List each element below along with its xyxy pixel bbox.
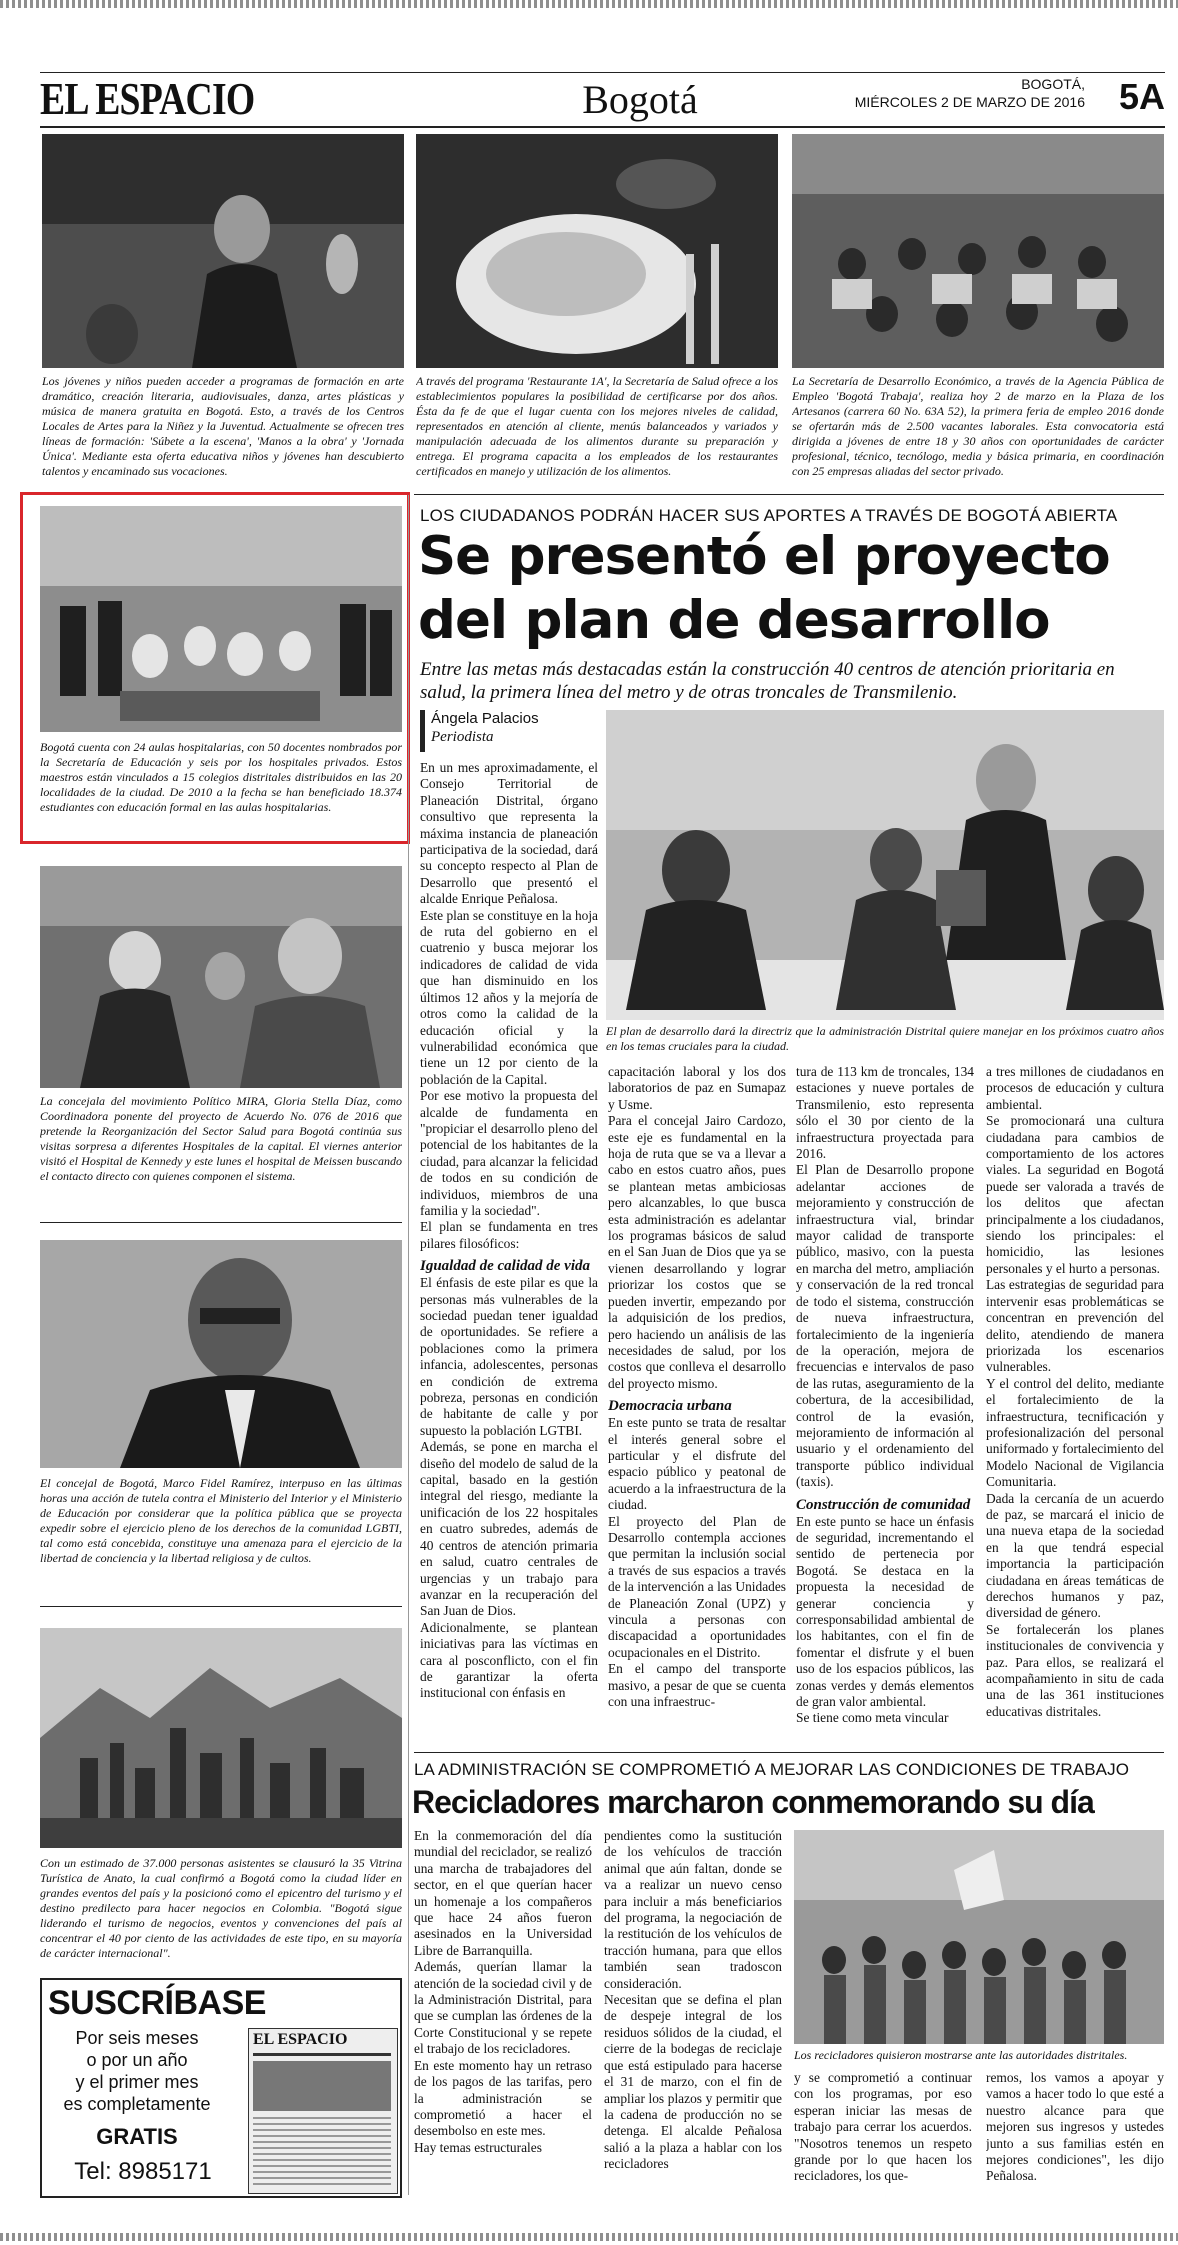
- photo-hospital-classroom: [40, 506, 402, 732]
- left-col-rule-2: [40, 1606, 402, 1607]
- subscribe-phone[interactable]: Tel: 8985171: [74, 2158, 212, 2185]
- main-col-2-p2: Para el concejal Jairo Cardozo, este eje es fundamental en la hoja de ruta que se va a llevar a cabo en estos cuatro años, pues se plantean metas ambiciosas pero alcanzables, lo que busca esta administración es adelantar los programas básicos de salud en el San Juan de Dios que ya se vienen desarrollando y lograr priorizar los costos que se pueden invertir, empezando por la adquisición de los predios, pero haciendo un análisis de las necesidades de salud, por los costos que conlleva el desarrollo del proyecto mismo.: [608, 1113, 786, 1391]
- main-col-3-p4: Se tiene como meta vincular: [796, 1710, 949, 1726]
- second-col-3-p1: y se comprometió a continuar con los programas, por eso esperan iniciar las mesas de trabajo para cerrar los acuerdos. "Nosotros tenemos un respeto grande por lo que hacen los recicladores, los que-: [794, 2070, 972, 2184]
- main-col-1-p2: Este plan se constituye en la hoja de ruta del gobierno en el cuatrenio y busca mejorar los indicadores de calidad de vida que han disminuido en los últimos 12 años y la mejoría de otros como la calidad de la educación oficial y la vulnerabilidad económica que tiene un 12 por ciento de la población de la Capital.: [420, 907, 598, 1087]
- bottom-page-edge: [0, 2233, 1178, 2241]
- second-col-2: [604, 1828, 782, 2198]
- main-deck: Entre las metas más destacadas están la construcción 40 centros de atención prioritaria en salud, la primera línea del metro y de otras troncales de Transmilenio.: [420, 659, 1115, 703]
- caption-recyclers-march: Los recicladores quisieron mostrarse ante las autoridades distritales.: [794, 2048, 1128, 2062]
- main-col-4-p1: a tres millones de ciudadanos en procesos de educación y cultura ambiental.: [986, 1064, 1164, 1112]
- main-col-4-p5: Dada la cercanía de un acuerdo de paz, se marcará el inicio de una nueva etapa de la sociedad en la que tendrá especial importancia la participación ciudadana en áreas temáticas de derechos humanos y paz, diversidad de género.: [986, 1490, 1164, 1621]
- mini-newspaper-icon: [248, 2028, 398, 2194]
- subhead-construccion: Construcción de comunidad: [796, 1496, 971, 1513]
- main-col-3: [796, 1064, 974, 1748]
- second-col-4: [986, 2070, 1164, 2198]
- main-col-1-p1: En un mes aproximadamente, el Consejo Territorial de Planeación Distrital, órgano consultivo que representa la máxima instancia de planeación participativa de la sociedad, dará su concepto respecto al Plan de Desarrollo que presentó el alcalde Enrique Peñalosa.: [420, 760, 598, 907]
- section-name: Bogotá: [582, 77, 698, 122]
- second-col-1: [414, 1828, 592, 2198]
- main-headline-2: del plan de desarrollo: [418, 590, 1050, 651]
- main-col-1: [420, 760, 598, 1748]
- top-page-edge: [0, 0, 1178, 8]
- left-col-rule-1: [40, 1222, 402, 1223]
- subscribe-line-3: y el primer mes: [75, 2072, 199, 2092]
- photo-recyclers-march: [794, 1830, 1164, 2044]
- main-col-2: [608, 1064, 786, 1748]
- main-col-2-p5: En el campo del transporte masivo, a pesar de que se cuenta con una infraestruc-: [608, 1661, 786, 1710]
- left-column-divider: [408, 495, 409, 2195]
- masthead-date: MIÉRCOLES 2 DE MARZO DE 2016: [854, 94, 1085, 110]
- author-name: Ángela Palacios: [431, 710, 539, 727]
- photo-bogota-skyline: [40, 1628, 402, 1848]
- caption-job-fair: La Secretaría de Desarrollo Económico, a través de la Agencia Pública de Empleo 'Bogotá Trabaja', realiza hoy 2 de marzo en la Plaza de los Artesanos (carrera 60 No. 63A 52), la primera feria de empleo 2016 donde se ofertarán más de 2.500 vacantes laborales. Esta convocatoria está dirigida a jóvenes de entre 18 y 30 años con oportunidades de carácter profesional, técnico, tecnólogo, media y básica primaria, en coordinación con 25 empresas aliadas del sector privado.: [792, 374, 1164, 478]
- author-role: Periodista: [431, 729, 494, 745]
- caption-councilman: El concejal de Bogotá, Marco Fidel Ramírez, interpuso en las últimas horas una acción de tutela contra el Ministerio del Interior y el Ministerio de Educación por considerar que la política pública que se proyecta expedir sobre el ejercicio pleno de los derechos de la comunidad LGBTI, tal como está concebida, constituye una amenaza para el ejercicio de la libertad de conciencia y la libertad religiosa y de cultos.: [40, 1476, 402, 1565]
- main-kicker: LOS CIUDADANOS PODRÁN HACER SUS APORTES A TRAVÉS DE BOGOTÁ ABIERTA: [420, 506, 1118, 525]
- subscribe-line-1: Por seis meses: [75, 2028, 199, 2048]
- second-col-3: [794, 2070, 972, 2198]
- second-kicker: LA ADMINISTRACIÓN SE COMPROMETIÓ A MEJORAR LAS CONDICIONES DE TRABAJO: [414, 1760, 1130, 1779]
- masthead-rule-top: [40, 72, 1165, 73]
- second-col-4-p1: remos, los vamos a apoyar y vamos a hacer todo lo que esté a nuestro alcance para que mejoren sus ingresos y ustedes junto a sus familias estén en mejores condiciones", les dijo Peñalosa.: [986, 2070, 1164, 2184]
- second-col-1-p2: Además, querían llamar la atención de la sociedad civil y de la Administración Distrital, para que se cumplan las órdenes de la Corte Constitucional y se repete el trabajo de los recicladores.: [414, 1959, 592, 2057]
- main-col-1-p7: Adicionalmente, se plantean iniciativas para las víctimas en cara al posconflicto, con el fin de garantizar la oferta institucional con énfasis en: [420, 1619, 598, 1701]
- main-col-4-p2: Se promocionará una cultura ciudadana para cambios de comportamiento de los actores viales. La seguridad en Bogotá puede ser valorada a través de los delitos que afectan principalmente a los ciudadanos, siendo los principales: el homicidio, las lesiones personales y el hurto a personas.: [986, 1113, 1164, 1276]
- main-col-1-p4: El plan se fundamenta en tres pilares filosóficos:: [420, 1219, 598, 1251]
- photo-art-students: [42, 134, 404, 368]
- main-col-4-p6: Se fortalecerán los planes institucionales de convivencia y paz. Para ellos, se realizará el acompañamiento in situ de cada una de las 361 instituciones educativas distritales.: [986, 1621, 1164, 1719]
- caption-hospital-classroom: Bogotá cuenta con 24 aulas hospitalarias, con 50 docentes nombrados por la Secretaría de Educación y seis por los hospitales privados. Estos maestros están vinculados a 15 colegios distritales distribuidos en las 20 localidades de la ciudad. De 2010 a la fecha se han beneficiado 18.374 estudiantes con educación formal en las aulas hospitalarias.: [40, 740, 402, 814]
- caption-councilwoman-visit: La concejala del movimiento Político MIRA, Gloria Stella Díaz, como Coordinadora ponente del proyecto de Acuerdo No. 076 de 2016 que pretende la Reorganización del Sector Salud para Bogotá continúa sus visitas sorpresa a diferentes Hospitales de la capital. El viernes anterior visitó el Hospital de Kennedy y este lunes el hospital de Meissen buscando el contacto directo con quienes componen el sistema.: [40, 1094, 402, 1183]
- photo-restaurant-plate: [416, 134, 778, 368]
- photo-councilwoman-visit: [40, 866, 402, 1088]
- subscribe-free: GRATIS: [96, 2124, 178, 2149]
- main-col-2-p1: capacitación laboral y los dos laboratorios de paz en Sumapaz y Usme.: [608, 1064, 786, 1112]
- second-col-1-p3: En este momento hay un retraso de los pagos de las tarifas, pero la administración se comprometió a hacer el desembolso en este mes.: [414, 2057, 592, 2139]
- main-col-3-p1: tura de 113 km de troncales, 134 estaciones y nueve portales de Transmilenio, esto representa sólo el 30 por ciento de la infraestructura proyectada para 2016.: [796, 1064, 974, 1162]
- second-col-1-p1: En la conmemoración del día mundial del reciclador, se realizó una marcha de trabajadores del sector, en el que querían hacer un homenaje a los compañeros que hace 24 años fueron asesinados en la Universidad Libre de Barranquilla.: [414, 1828, 592, 1958]
- caption-plan-presentation: El plan de desarrollo dará la directriz que la administración Distrital quiere manejar en los próximos cuatro años en los temas cruciales para la ciudad.: [606, 1024, 1164, 1053]
- main-col-4: [986, 1064, 1164, 1748]
- main-col-2-p4: El proyecto del Plan de Desarrollo contempla acciones que permitan la inclusión social a través de sus espacios a través de la intervención a las Unidades de Planeación Zonal (UPZ) y vincula a personas con discapacidad a oportunidades ocupacionales en el Distrito.: [608, 1513, 786, 1660]
- subhead-democracia: Democracia urbana: [608, 1398, 732, 1415]
- second-headline: Recicladores marcharon conmemorando su día: [412, 1784, 1094, 1820]
- main-col-4-p3: Las estrategias de seguridad para intervenir esas problemáticas se concentran en prevención del delito, atendiendo de manera priorizada los escenarios vulnerables.: [986, 1277, 1164, 1375]
- second-col-2-p2: Necesitan que se defina el plan de despeje integral de los residuos sólidos de la ciudad, el cierre de la bodegas de reciclaje que está estipulado para hacerse el 31 de marzo, con el fin de ampliar los plazos y permitir que la cadena de producción no se detenga. El alcalde Peñalosa salió a la plaza a hablar con los recicladores: [604, 1992, 782, 2172]
- caption-bogota-skyline: Con un estimado de 37.000 personas asistentes se clausuró la 35 Vitrina Turística de Anato, la cual confirmó a Bogotá como la ciudad líder en grandes eventos del país y la posicionó como el epicentro del turismo y el destino predilecto para hacer negocios en Colombia. "Bogotá sigue liderando el turismo de negocios, eventos y convenciones del país al concentrar el 40 por ciento de las actividades de este tipo, en su mayoría de carácter internacional".: [40, 1856, 402, 1960]
- subhead-igualdad: Igualdad de calidad de vida: [420, 1258, 590, 1275]
- subscribe-line-2: o por un año: [86, 2050, 188, 2070]
- page-number: 5A: [1118, 76, 1165, 117]
- author-byline: [420, 710, 595, 752]
- main-col-1-p5: El énfasis de este pilar es que la personas más vulnerables de la sociedad puedan tener igualdad de oportunidades. Se refiere a poblaciones como la primera infancia, adolescentes, personas en condición de extrema pobreza, personas en condición de habitante de calle y por supuesto la población LGTBI.: [420, 1275, 598, 1438]
- main-col-3-p2: El Plan de Desarrollo propone adelantar acciones de mejoramiento y construcción de infraestructura vial, brindar mayor calidad de transporte público, masivo, con la puesta en marcha del metro, ampliación y conservación de la red troncal de todo el sistema, construcción de nueva infraestructura, fortalecimiento de la ingeniería de la operación, mejora de frecuencias e intervalos de paso de las rutas, aseguramiento de la cobertura, de la accesibilidad, control de la evasión, mejoramiento de información al usuario y el ordenamiento del transporte público individual (taxis).: [796, 1162, 974, 1490]
- main-col-1-p6: Además, se pone en marcha el diseño del modelo de salud de la capital, basado en la gestión integral del riesgo, mediante la unificación de los 22 hospitales en cuatro subredes, además de 40 centros de atención primaria en salud, cuatro centrales de urgencias y un trabajo para avanzar en la recuperación del San Juan de Dios.: [420, 1439, 598, 1619]
- mini-paper-name: EL ESPACIO: [253, 2031, 348, 2048]
- subscribe-title: SUSCRÍBASE: [48, 1984, 266, 2022]
- masthead-rule-bottom: [40, 126, 1165, 128]
- masthead-city: BOGOTÁ,: [1021, 76, 1085, 92]
- photo-councilman: [40, 1240, 402, 1468]
- caption-art-students: Los jóvenes y niños pueden acceder a programas de formación en arte dramático, creación literaria, audiovisuales, danza, artes plásticas y música de manera gratuita en Bogotá. Esto, a través de los Centros Locales de Artes para la Niñez y la Juventud. Actualmente se ofrecen tres líneas de formación: 'Súbete a la escena', 'Manos a la obra' y 'Jornada Única'. Mediante esta oferta educativa niños y jóvenes han descubierto talentos y encaminado sus vocaciones.: [42, 374, 404, 478]
- caption-restaurant: A través del programa 'Restaurante 1A', la Secretaría de Salud ofrece a los establecimientos populares la posibilidad de certificarse por dos años. Ésta da fe de que el lugar cuenta con los mejores niveles de calidad, representados en atención al cliente, menús balanceados y variados y manipulación adecuada de los alimentos durante su preparación y entrega. El programa capacita a los empleados de los restaurantes certificados en manejo y utilización de los alimentos.: [416, 374, 778, 478]
- subscribe-ad[interactable]: [40, 1978, 402, 2198]
- second-col-1-p4: Hay temas estructurales: [414, 2139, 542, 2155]
- paper-name: EL ESPACIO: [40, 73, 255, 124]
- photo-plan-presentation: [606, 710, 1164, 1020]
- photo-job-fair: [792, 134, 1164, 368]
- main-col-3-p3: En este punto se hace un énfasis de seguridad, incrementando el sentido de pertenecia por Bogotá. Se destaca en la propuesta la necesidad de generar conciencia y corresponsabilidad ambiental de los habitantes, con el fin de fomentar el disfrute y el buen uso de los espacios públicos, las zonas verdes y demás elementos de gran valor ambiental.: [796, 1513, 974, 1710]
- main-col-2-p3: En este punto se trata de resaltar el interés general sobre el particular y el disfrute del espacio público y peatonal de acuerdo a la infraestructura de la ciudad.: [608, 1415, 786, 1513]
- subscribe-line-4: es completamente: [63, 2094, 211, 2114]
- second-col-2-p1: pendientes como la sustitución de los vehículos de tracción animal que aún faltan, donde se va a realizar un nuevo censo para incluir a más beneficiarios del programa, la negociación de la restitución de los vehículos de tracción humana, para que ellos también sean tradoscon consideración.: [604, 1828, 782, 1991]
- main-col-1-p3: Por ese motivo la propuesta del alcalde de fundamenta en "propiciar el desarrollo pleno del potencial de los habitantes de la ciudad, para alcanzar la felicidad de todos en su condición de individuos, miembros de una familia y la sociedad".: [420, 1088, 598, 1218]
- main-col-4-p4: Y el control del delito, mediante el fortalecimiento de la infraestructura, tecnificación y profesionalización del personal uniformado y fortalecimiento del Modelo Nacional de Vigilancia Comunitaria.: [986, 1375, 1164, 1490]
- second-article-rule: [414, 1752, 1164, 1753]
- main-headline-1: Se presentó el proyecto: [418, 526, 1110, 587]
- top-section-rule: [414, 494, 1164, 495]
